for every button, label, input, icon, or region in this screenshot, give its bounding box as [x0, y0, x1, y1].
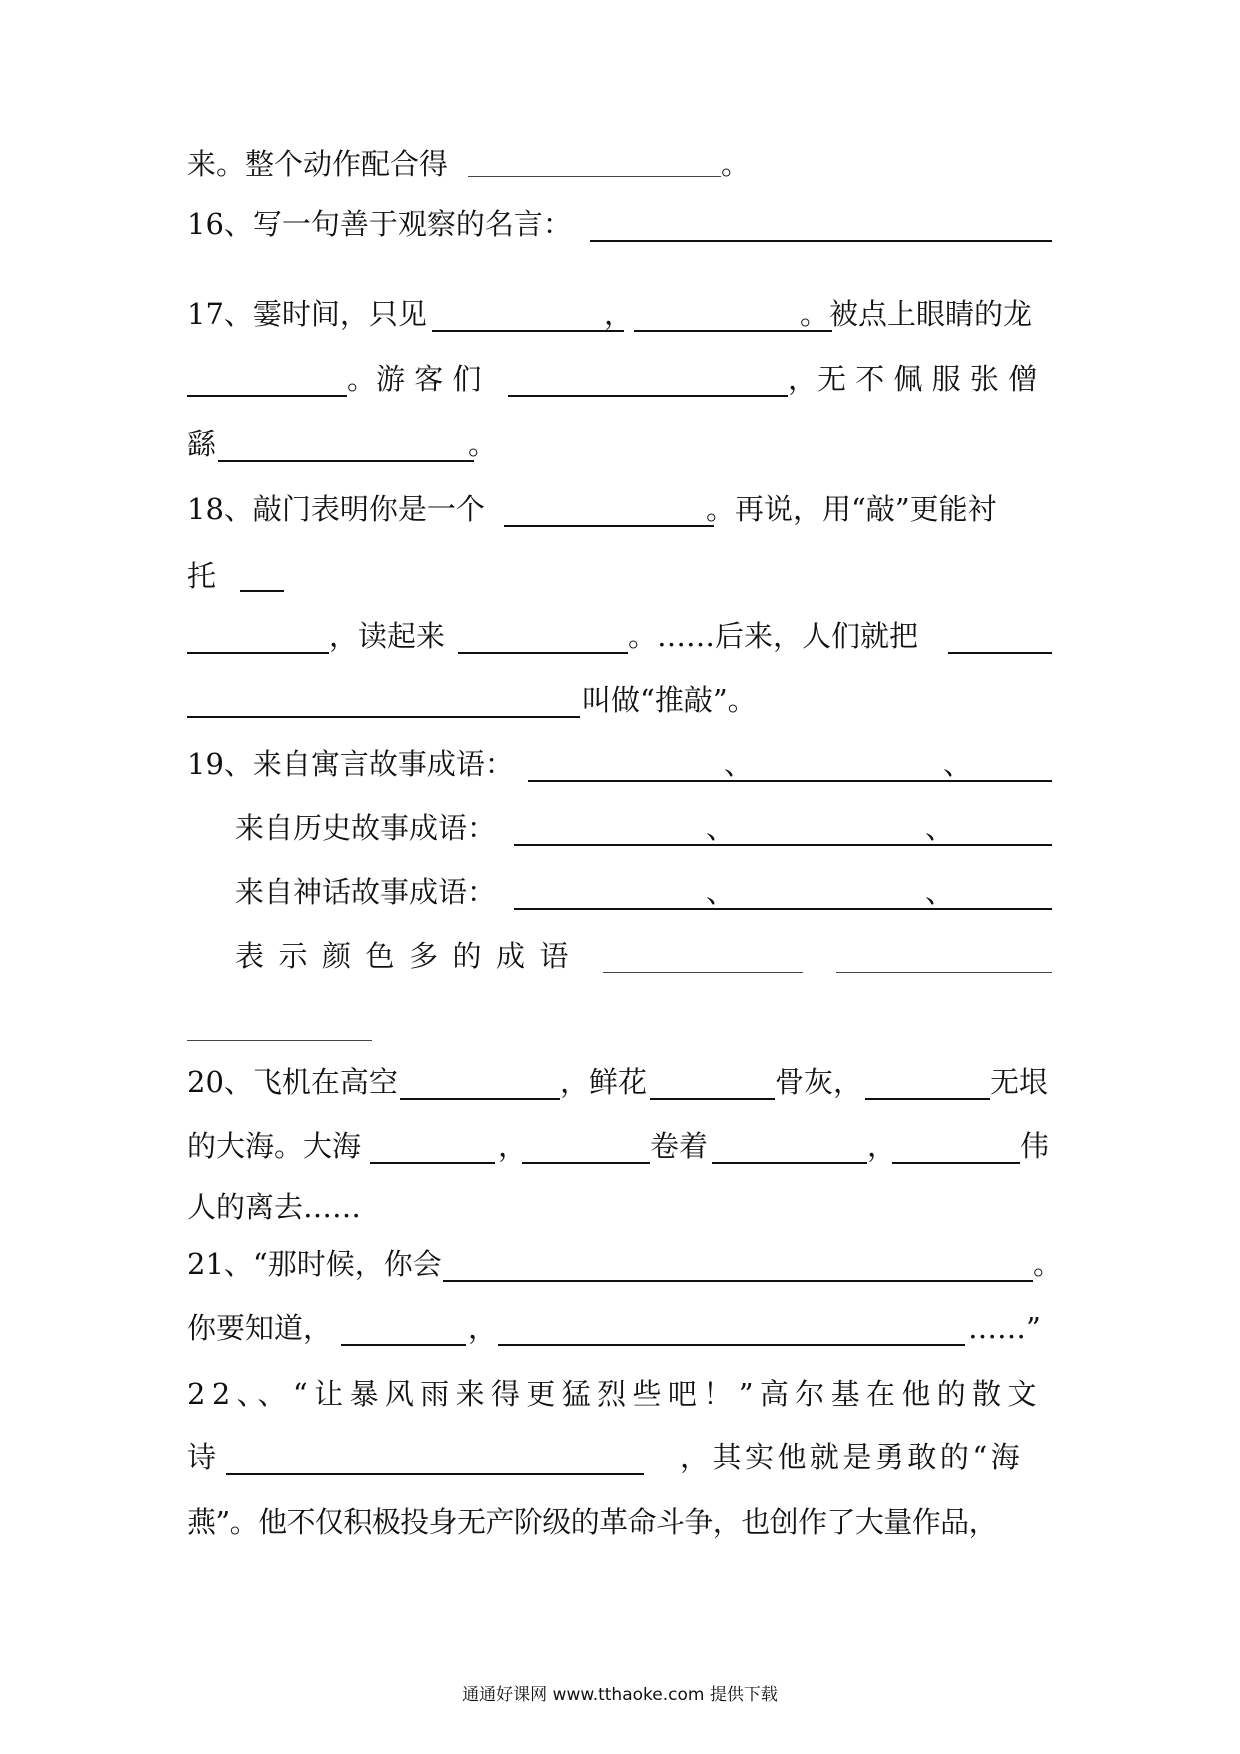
- answer-blank[interactable]: [528, 780, 1052, 782]
- text: 燕”。他不仅积极投身无产阶级的革命斗争，也创作了大量作品，: [187, 1505, 998, 1539]
- text-line: [0, 1183, 1240, 1231]
- text-line: [0, 1433, 1240, 1481]
- text: 来自历史故事成语：: [235, 811, 497, 845]
- text: 21、“那时候，你会: [187, 1247, 442, 1281]
- text: ，: [468, 1311, 498, 1345]
- text: ……”: [968, 1311, 1041, 1345]
- question-19: [0, 740, 1240, 788]
- text-line: [0, 932, 1240, 980]
- text: 。再说，用“敲”更能衬: [706, 492, 997, 526]
- text: 人的离去……: [187, 1190, 362, 1224]
- text: 、: [925, 811, 955, 845]
- question-22: [0, 1370, 1240, 1418]
- answer-blank[interactable]: [603, 972, 803, 973]
- answer-blank[interactable]: [432, 330, 624, 332]
- page-footer: 通通好课网 www.tthaoke.com 提供下载: [462, 1685, 778, 1705]
- text: 伟: [1020, 1129, 1050, 1163]
- answer-blank[interactable]: [443, 1280, 1033, 1282]
- text: ，无 不 佩 服 张 僧: [788, 362, 1038, 396]
- text: 。……后来，人们就把: [628, 619, 919, 653]
- text: 16、写一句善于观察的名言：: [187, 207, 572, 241]
- text: 。游 客 们: [347, 362, 482, 396]
- text: ，: [604, 297, 634, 331]
- text: 、: [706, 875, 736, 909]
- text: 、: [706, 811, 736, 845]
- answer-blank[interactable]: [218, 460, 474, 462]
- text: 来自神话故事成语：: [235, 875, 497, 909]
- text: 19、来自寓言故事成语：: [187, 747, 514, 781]
- answer-blank[interactable]: [522, 1162, 650, 1164]
- text-line: [0, 1498, 1240, 1546]
- answer-blank[interactable]: [892, 1162, 1020, 1164]
- question-16: [0, 200, 1240, 248]
- answer-blank[interactable]: [370, 1162, 495, 1164]
- question-20: [0, 1058, 1240, 1106]
- text: 骨灰，: [775, 1065, 863, 1099]
- answer-blank[interactable]: [836, 972, 1052, 973]
- text: 。: [721, 147, 751, 181]
- answer-blank[interactable]: [865, 1098, 990, 1100]
- text: 诗: [187, 1440, 217, 1474]
- answer-blank[interactable]: [514, 908, 1052, 910]
- text-line: [0, 552, 1240, 600]
- answer-blank[interactable]: [948, 652, 1052, 654]
- answer-blank[interactable]: [187, 1040, 372, 1041]
- answer-blank[interactable]: [458, 652, 628, 654]
- text: 你要知道，: [187, 1311, 333, 1345]
- text: 托: [187, 559, 217, 593]
- question-21: [0, 1240, 1240, 1288]
- answer-blank[interactable]: [468, 176, 721, 177]
- text-line: [0, 612, 1240, 660]
- answer-blank[interactable]: [650, 1098, 775, 1100]
- answer-blank[interactable]: [226, 1473, 644, 1475]
- text: 、: [925, 875, 955, 909]
- text: 18、敲门表明你是一个: [187, 492, 485, 526]
- answer-blank[interactable]: [341, 1344, 466, 1346]
- text-line: [0, 676, 1240, 724]
- text: 叫做“推敲”。: [582, 683, 757, 717]
- text: ，读起来: [329, 619, 446, 653]
- text-line: [0, 868, 1240, 916]
- text: 来。整个动作配合得: [187, 147, 449, 181]
- answer-blank[interactable]: [187, 716, 580, 718]
- text: ，: [498, 1129, 528, 1163]
- text: 的大海。大海: [187, 1129, 362, 1163]
- text: 、: [943, 747, 973, 781]
- text: 22、、“让暴风雨来得更猛烈些吧！”高尔基在他的散文: [187, 1377, 1043, 1411]
- answer-blank[interactable]: [508, 395, 788, 397]
- text-line: [0, 355, 1240, 403]
- text-line: [0, 1122, 1240, 1170]
- answer-blank[interactable]: [590, 240, 1052, 242]
- text: 繇: [187, 427, 217, 461]
- answer-blank[interactable]: [504, 525, 714, 527]
- text: 表示颜色多的成语: [235, 939, 584, 973]
- text-line: [0, 1304, 1240, 1352]
- text: 卷着: [650, 1129, 709, 1163]
- question-18: [0, 485, 1240, 533]
- text-line: [0, 804, 1240, 852]
- answer-blank[interactable]: [400, 1098, 560, 1100]
- answer-blank[interactable]: [187, 652, 329, 654]
- text: ，: [867, 1129, 897, 1163]
- text: 无垠: [990, 1065, 1049, 1099]
- text: 。: [468, 427, 498, 461]
- answer-blank[interactable]: [187, 395, 347, 397]
- answer-blank[interactable]: [240, 590, 284, 592]
- text-line: [0, 140, 1240, 188]
- answer-blank[interactable]: [514, 844, 1052, 846]
- text: 17、霎时间，只见: [187, 297, 427, 331]
- text: ，鲜花: [560, 1065, 648, 1099]
- text: 、: [724, 747, 754, 781]
- text: 。: [1033, 1247, 1063, 1281]
- question-17: [0, 290, 1240, 338]
- answer-blank[interactable]: [712, 1162, 867, 1164]
- text: 。被点上眼睛的龙: [800, 297, 1033, 331]
- text-line: [0, 420, 1240, 468]
- text: ，其实他就是勇敢的“海: [680, 1440, 1024, 1474]
- answer-blank[interactable]: [498, 1344, 965, 1346]
- text: 20、飞机在高空: [187, 1065, 398, 1099]
